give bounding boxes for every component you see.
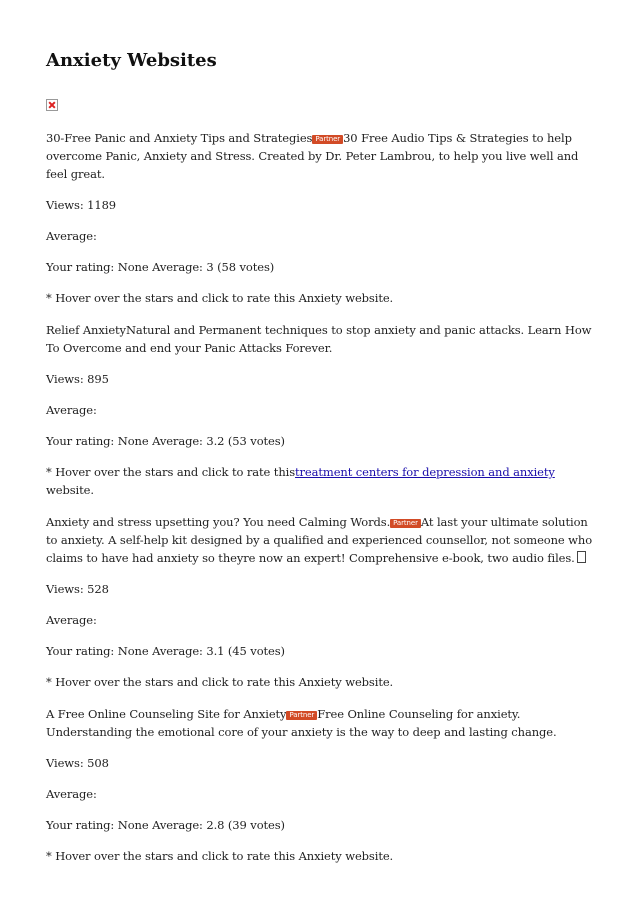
entry-title[interactable]: Relief Anxiety [46,323,126,337]
partner-badge[interactable]: Partner [312,135,343,144]
hover-instruction: * Hover over the stars and click to rate this Anxiety website. [46,675,394,689]
entry-description-block [46,705,596,741]
hover-instruction: * Hover over the stars and click to rate thistreatment centers for depression and anxiety website. [46,465,555,497]
views-count: Views: 1189 [46,198,117,212]
entry-description: At last your ultimate solution to anxiety. A self-help kit designed by a qualified and experienced counsellor, not someone who claims to have had anxiety so theyre now an expert! Comprehensive e-book, two audio files. [46,515,593,565]
website-entry [46,513,596,691]
views-count: Views: 508 [46,756,109,770]
average-label: Average: [46,787,97,801]
average-label: Average: [46,229,97,243]
rating-text: Your rating: None Average: 3.2 (53 votes) [46,434,285,448]
rating-text: Your rating: None Average: 2.8 (39 votes) [46,818,285,832]
entry-title[interactable]: A Free Online Counseling Site for Anxiety [46,707,287,721]
broken-image-icon [46,99,58,111]
document-page [46,50,596,878]
website-entry [46,321,596,499]
page-title: Anxiety Websites [46,50,217,71]
partner-badge[interactable]: Partner [286,711,317,720]
website-entry [46,705,596,865]
entry-title[interactable]: Anxiety and stress upsetting you? You need Calming Words. [46,515,391,529]
views-count: Views: 528 [46,582,109,596]
missing-glyph-icon [577,551,586,563]
hover-instruction: * Hover over the stars and click to rate this Anxiety website. [46,291,394,305]
average-label: Average: [46,403,97,417]
entry-description-block [46,321,596,357]
entry-description-block [46,129,596,183]
entry-title[interactable]: 30-Free Panic and Anxiety Tips and Strategies [46,131,313,145]
rating-text: Your rating: None Average: 3.1 (45 votes) [46,644,285,658]
rating-text: Your rating: None Average: 3 (58 votes) [46,260,275,274]
entry-description: Natural and Permanent techniques to stop anxiety and panic attacks. Learn How To Overcome and end your Panic Attacks Forever. [46,323,592,355]
average-label: Average: [46,613,97,627]
entry-description: Free Online Counseling for anxiety. Understanding the emotional core of your anxiety is the way to deep and lasting change. [46,707,557,739]
treatment-centers-link[interactable]: treatment centers for depression and anxiety [295,465,555,479]
entry-description: 30 Free Audio Tips & Strategies to help overcome Panic, Anxiety and Stress. Created by Dr. Peter Lambrou, to help you live well and feel great. [46,131,579,181]
partner-badge[interactable]: Partner [390,519,421,528]
entry-description-block [46,513,596,567]
views-count: Views: 895 [46,372,109,386]
hover-instruction: * Hover over the stars and click to rate this Anxiety website. [46,849,394,863]
website-entry [46,129,596,307]
